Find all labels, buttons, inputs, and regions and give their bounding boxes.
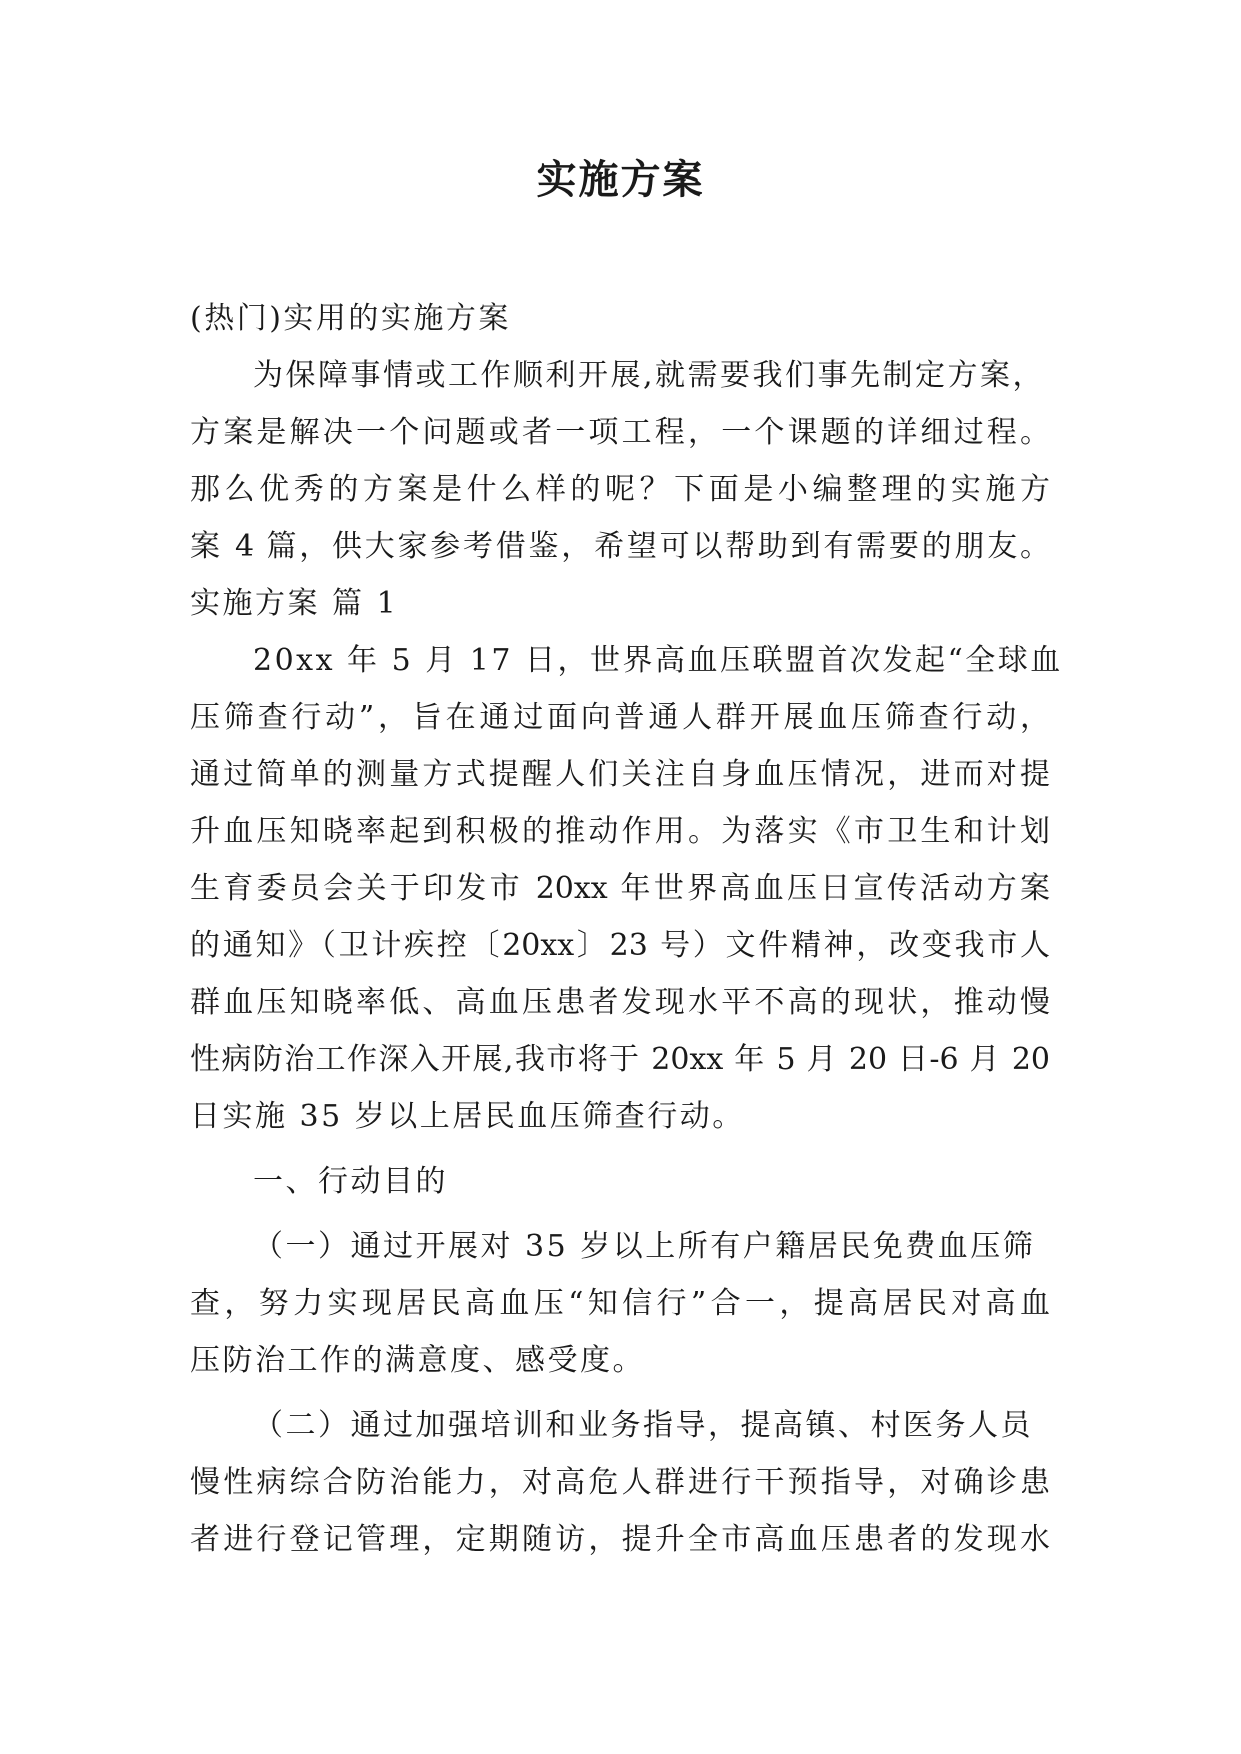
paragraph-line: 通过简单的测量方式提醒人们关注自身血压情况，进而对提 (190, 757, 1050, 792)
document-subtitle: (热门)实用的实施方案 (190, 301, 511, 336)
paragraph-line: 案 4 篇，供大家参考借鉴，希望可以帮助到有需要的朋友。 (190, 529, 1050, 564)
paragraph-line: 日实施 35 岁以上居民血压筛查行动。 (190, 1099, 745, 1134)
paragraph-line: 为保障事情或工作顺利开展,就需要我们事先制定方案， (253, 358, 1046, 393)
paragraph-line: 方案是解决一个问题或者一项工程，一个课题的详细过程。 (190, 415, 1050, 450)
paragraph-line: 升血压知晓率起到积极的推动作用。为落实《市卫生和计划 (190, 814, 1050, 849)
paragraph-line: 查，努力实现居民高血压“知信行”合一，提高居民对高血 (190, 1286, 1050, 1321)
paragraph-line: 慢性病综合防治能力，对高危人群进行干预指导，对确诊患 (190, 1465, 1050, 1500)
paragraph-line: 那么优秀的方案是什么样的呢？下面是小编整理的实施方 (190, 472, 1050, 507)
paragraph-line: （二）通过加强培训和业务指导，提高镇、村医务人员 (253, 1408, 1033, 1443)
section-heading: 一、行动目的 (253, 1164, 448, 1199)
paragraph-line: 压筛查行动”，旨在通过面向普通人群开展血压筛查行动， (190, 700, 1050, 735)
page-title: 实施方案 (536, 156, 705, 203)
document-body (190, 290, 1063, 1568)
paragraph-line: 20xx 年 5 月 17 日，世界高血压联盟首次发起“全球血 (253, 643, 1063, 678)
paragraph-line: 性病防治工作深入开展,我市将于 20xx 年 5 月 20 日-6 月 20 (190, 1042, 1050, 1077)
paragraph-line: （一）通过开展对 35 岁以上所有户籍居民免费血压筛 (253, 1229, 1036, 1264)
section-heading: 实施方案 篇 1 (190, 586, 399, 621)
paragraph-line: 生育委员会关于印发市 20xx 年世界高血压日宣传活动方案 (190, 871, 1050, 906)
paragraph-line: 压防治工作的满意度、感受度。 (190, 1343, 645, 1378)
paragraph-line: 群血压知晓率低、高血压患者发现水平不高的现状，推动慢 (190, 985, 1050, 1020)
paragraph-line: 的通知》（卫计疾控〔20xx〕23 号）文件精神，改变我市人 (190, 928, 1050, 963)
paragraph-line: 者进行登记管理，定期随访，提升全市高血压患者的发现水 (190, 1522, 1050, 1557)
